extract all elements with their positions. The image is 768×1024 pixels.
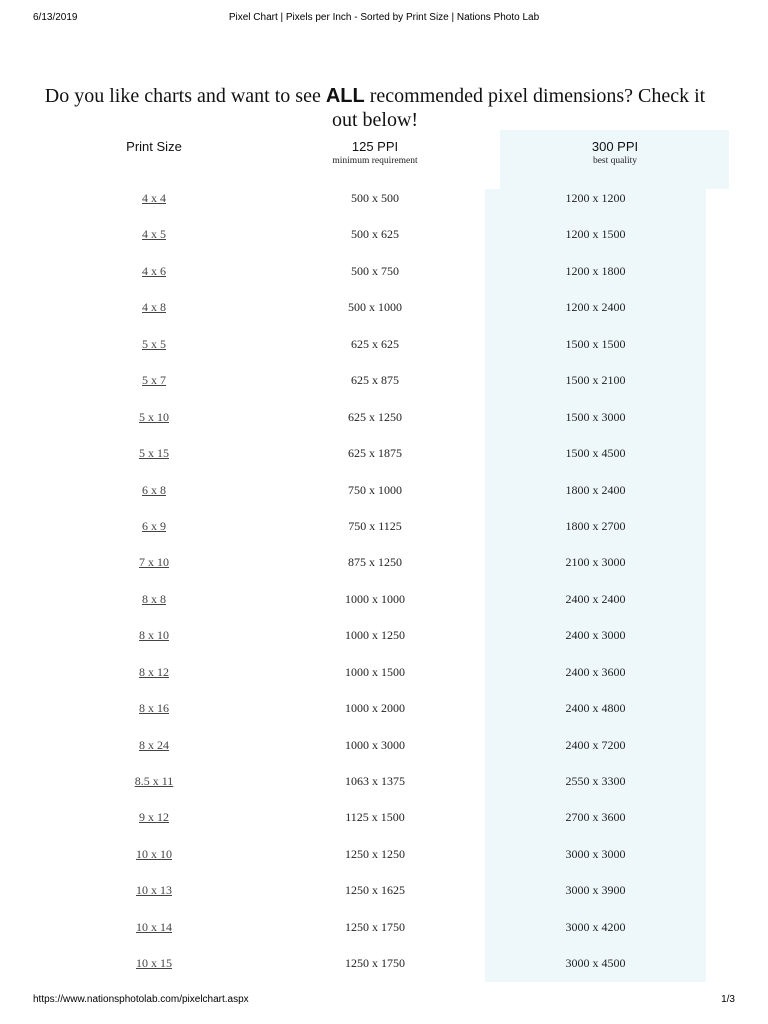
headline-emphasis: ALL xyxy=(325,85,365,107)
print-page-title: Pixel Chart | Pixels per Inch - Sorted by Print Size | Nations Photo Lab xyxy=(228,12,540,23)
table-row xyxy=(0,844,768,880)
table-row xyxy=(0,953,768,989)
print-size-cell xyxy=(84,482,224,498)
ppi125-cell: 500 x 625 xyxy=(351,227,399,242)
table-row xyxy=(0,625,768,661)
table-row xyxy=(0,807,768,843)
ppi300-cell: 1800 x 2400 xyxy=(565,482,626,497)
table-row xyxy=(0,771,768,807)
ppi125-cell: 875 x 1250 xyxy=(348,555,402,570)
print-size-link[interactable]: 8 x 24 xyxy=(139,737,169,752)
print-size-cell xyxy=(84,627,224,643)
headline xyxy=(40,84,710,132)
ppi300-cell: 1200 x 1500 xyxy=(565,227,626,242)
column-header-print-size xyxy=(84,139,224,155)
ppi125-cell: 625 x 875 xyxy=(351,373,399,388)
column-header-125-ppi-label: 125 PPI xyxy=(351,139,399,154)
print-size-cell xyxy=(84,591,224,607)
headline-text-start: Do you like charts and want to see xyxy=(44,85,326,107)
print-size-cell xyxy=(84,809,224,825)
ppi300-cell: 2400 x 7200 xyxy=(565,737,626,752)
print-size-link[interactable]: 6 x 8 xyxy=(142,482,166,497)
ppi125-cell: 625 x 1875 xyxy=(348,446,402,461)
ppi300-cell: 2100 x 3000 xyxy=(565,555,626,570)
ppi300-cell: 1800 x 2700 xyxy=(565,518,626,533)
ppi300-cell: 3000 x 4200 xyxy=(565,919,626,934)
ppi125-cell: 1000 x 2000 xyxy=(345,701,405,716)
print-size-cell xyxy=(84,190,224,206)
print-size-link[interactable]: 5 x 5 xyxy=(142,336,166,351)
print-size-link[interactable]: 4 x 6 xyxy=(142,263,166,278)
table-row xyxy=(0,917,768,953)
ppi125-cell: 500 x 1000 xyxy=(348,300,402,315)
ppi125-cell: 1250 x 1250 xyxy=(345,846,405,861)
ppi300-cell: 1500 x 4500 xyxy=(565,446,626,461)
ppi300-cell: 3000 x 3900 xyxy=(565,883,626,898)
table-row xyxy=(0,224,768,260)
ppi125-cell: 625 x 625 xyxy=(351,336,399,351)
ppi300-cell: 2550 x 3300 xyxy=(565,774,626,788)
column-header-300-ppi-label: 300 PPI xyxy=(591,139,639,154)
ppi300-cell: 2400 x 2400 xyxy=(565,591,626,606)
ppi125-cell: 1125 x 1500 xyxy=(345,810,405,825)
print-size-link[interactable]: 5 x 15 xyxy=(139,446,169,461)
print-size-link[interactable]: 8 x 16 xyxy=(139,701,169,716)
print-size-link[interactable]: 5 x 10 xyxy=(139,409,169,424)
table-row xyxy=(0,407,768,443)
ppi300-cell: 2700 x 3600 xyxy=(565,810,626,825)
print-size-link[interactable]: 10 x 15 xyxy=(136,956,172,971)
table-row xyxy=(0,443,768,479)
ppi300-cell: 1200 x 2400 xyxy=(565,300,626,315)
print-size-cell xyxy=(84,664,224,680)
print-size-cell xyxy=(84,299,224,315)
print-size-link[interactable]: 8 x 8 xyxy=(142,591,166,606)
table-row xyxy=(0,880,768,916)
ppi125-cell: 625 x 1250 xyxy=(348,409,402,424)
table-row xyxy=(0,370,768,406)
print-size-cell xyxy=(84,846,224,862)
column-header-300-ppi-sublabel: best quality xyxy=(592,156,638,166)
ppi125-cell: 750 x 1000 xyxy=(348,482,402,497)
headline-text-end: recommended pixel dimensions? Check it out below! xyxy=(331,85,706,131)
table-row xyxy=(0,662,768,698)
pixel-chart-table xyxy=(0,188,768,990)
print-date: 6/13/2019 xyxy=(33,12,78,23)
ppi125-cell: 1250 x 1625 xyxy=(345,883,405,898)
print-size-link[interactable]: 8.5 x 11 xyxy=(134,774,174,788)
print-size-link[interactable]: 8 x 12 xyxy=(139,664,169,679)
print-size-link[interactable]: 10 x 14 xyxy=(136,919,172,934)
print-size-link[interactable]: 8 x 10 xyxy=(139,628,169,643)
table-row xyxy=(0,698,768,734)
table-row xyxy=(0,334,768,370)
ppi125-cell: 1250 x 1750 xyxy=(345,956,405,971)
print-size-link[interactable]: 5 x 7 xyxy=(142,373,166,388)
ppi125-cell: 1063 x 1375 xyxy=(345,774,405,788)
ppi125-cell: 1000 x 1250 xyxy=(345,628,405,643)
table-row xyxy=(0,552,768,588)
table-row xyxy=(0,516,768,552)
print-size-cell xyxy=(84,445,224,461)
ppi125-cell: 500 x 500 xyxy=(351,191,399,205)
ppi300-cell: 3000 x 3000 xyxy=(565,846,626,861)
print-size-cell xyxy=(84,372,224,388)
ppi125-cell: 1000 x 1000 xyxy=(345,591,405,606)
print-size-cell xyxy=(84,518,224,534)
print-page-url: https://www.nationsphotolab.com/pixelchart.aspx xyxy=(33,994,249,1005)
print-size-link[interactable]: 7 x 10 xyxy=(139,555,169,570)
ppi300-cell: 1200 x 1200 xyxy=(565,191,626,205)
print-size-link[interactable]: 9 x 12 xyxy=(139,810,169,825)
ppi300-cell: 1500 x 1500 xyxy=(565,336,626,351)
print-size-cell xyxy=(84,554,224,570)
print-size-cell xyxy=(84,955,224,971)
print-size-cell xyxy=(84,226,224,242)
print-size-cell xyxy=(84,773,224,789)
ppi300-cell: 1500 x 2100 xyxy=(565,373,626,388)
ppi300-cell: 2400 x 3600 xyxy=(565,664,626,679)
ppi300-cell: 3000 x 4500 xyxy=(565,956,626,971)
ppi300-cell: 2400 x 4800 xyxy=(565,701,626,716)
print-size-cell xyxy=(84,263,224,279)
print-size-link[interactable]: 10 x 10 xyxy=(136,846,172,861)
print-size-cell xyxy=(84,409,224,425)
ppi300-cell: 1500 x 3000 xyxy=(565,409,626,424)
column-header-125-ppi-sublabel: minimum requirement xyxy=(332,156,418,166)
table-row xyxy=(0,261,768,297)
ppi125-cell: 1000 x 1500 xyxy=(345,664,405,679)
table-row xyxy=(0,188,768,224)
print-size-cell xyxy=(84,919,224,935)
print-size-link[interactable]: 4 x 5 xyxy=(142,227,166,242)
print-footer xyxy=(0,994,768,1010)
print-size-link[interactable]: 4 x 4 xyxy=(142,191,166,205)
print-size-cell xyxy=(84,336,224,352)
column-header-125-ppi xyxy=(285,139,465,167)
print-size-link[interactable]: 6 x 9 xyxy=(142,518,166,533)
ppi125-cell: 1250 x 1750 xyxy=(345,919,405,934)
ppi300-cell: 1200 x 1800 xyxy=(565,263,626,278)
print-page-number: 1/3 xyxy=(721,994,735,1005)
column-header-print-size-label: Print Size xyxy=(126,139,182,154)
table-row xyxy=(0,480,768,516)
ppi125-cell: 750 x 1125 xyxy=(348,518,402,533)
print-size-link[interactable]: 4 x 8 xyxy=(142,300,166,315)
ppi125-cell: 500 x 750 xyxy=(351,263,399,278)
print-size-link[interactable]: 10 x 13 xyxy=(136,883,172,898)
ppi125-cell: 1000 x 3000 xyxy=(345,737,405,752)
table-row xyxy=(0,297,768,333)
print-size-cell xyxy=(84,700,224,716)
print-size-cell xyxy=(84,882,224,898)
table-row xyxy=(0,735,768,771)
print-size-cell xyxy=(84,737,224,753)
ppi300-cell: 2400 x 3000 xyxy=(565,628,626,643)
print-header xyxy=(0,12,768,28)
table-row xyxy=(0,589,768,625)
column-header-300-ppi xyxy=(505,139,725,167)
